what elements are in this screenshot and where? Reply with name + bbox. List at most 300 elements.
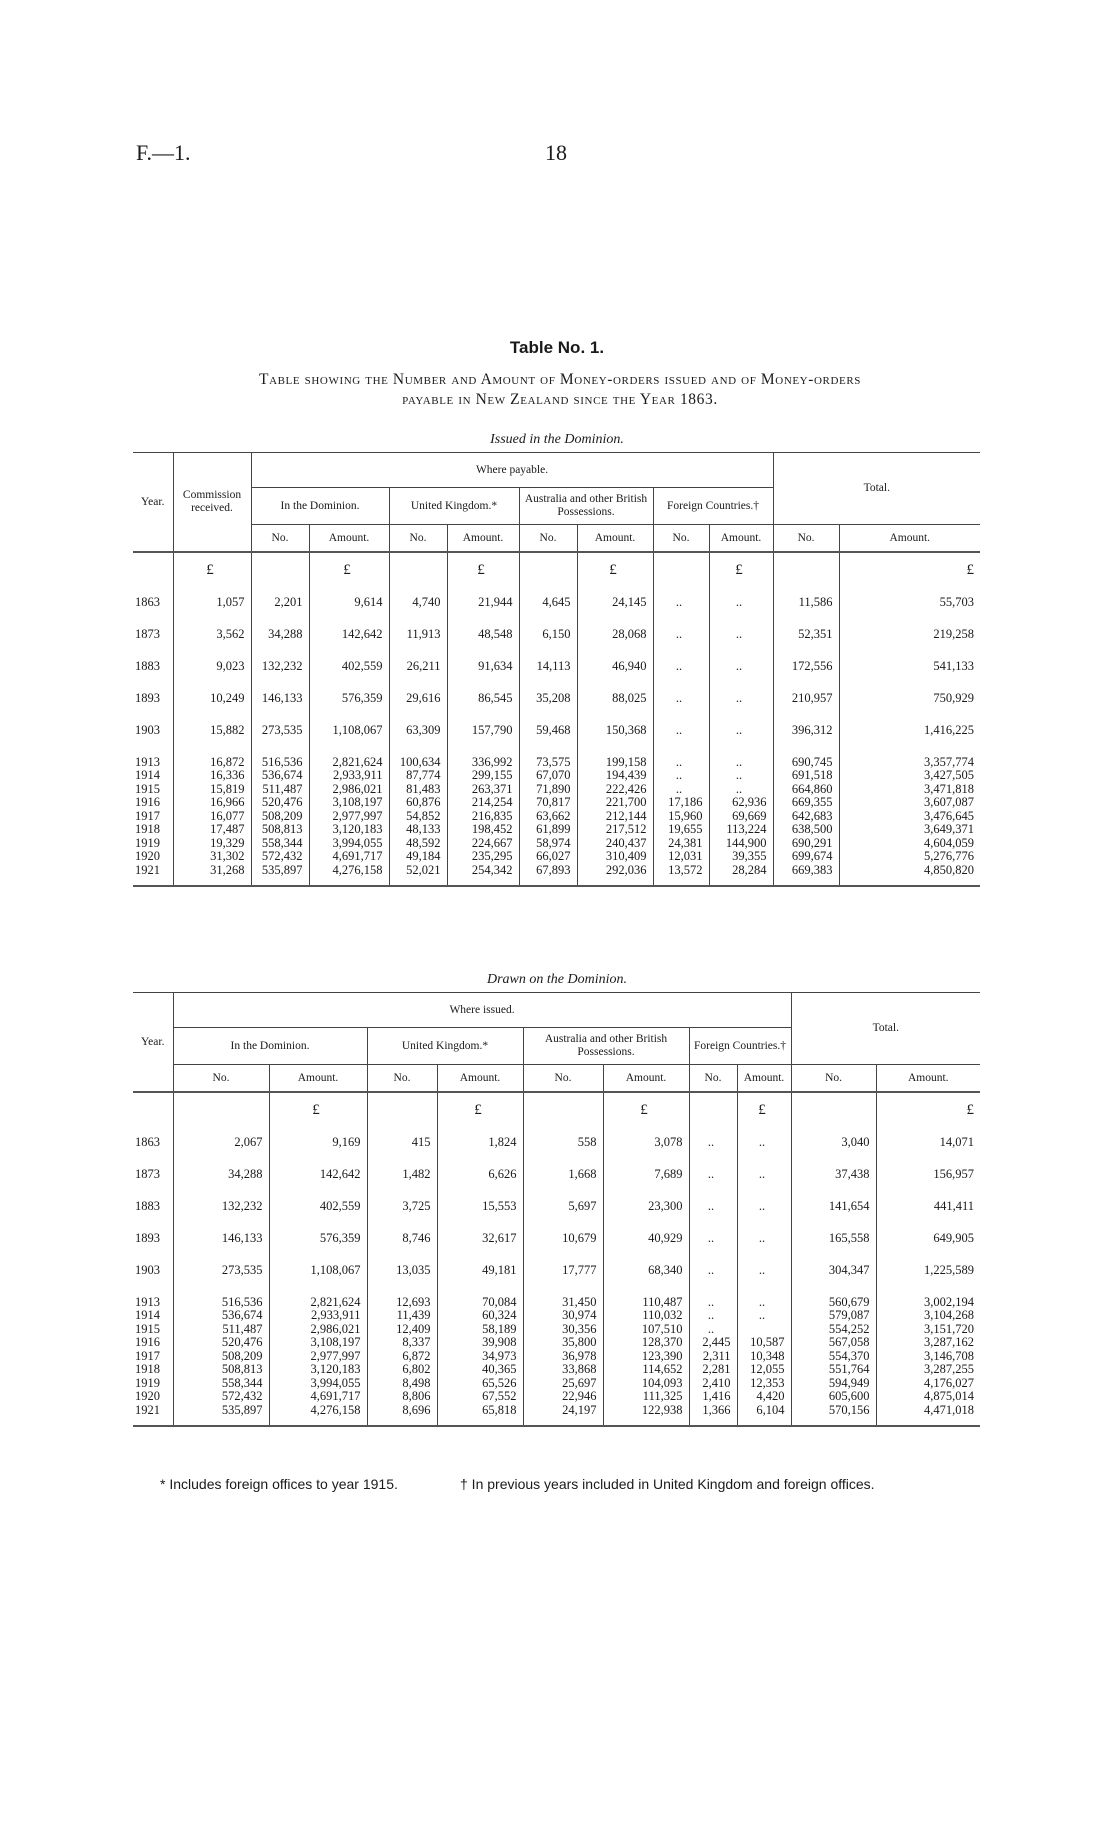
- issued-value-cell: 16,966: [173, 796, 251, 810]
- issued-value-cell: 52,351: [773, 609, 839, 641]
- issued-row: [133, 577, 980, 609]
- drawn-value-cell: 1,225,589: [924, 1262, 975, 1277]
- drawn-value-cell: 165,558: [791, 1213, 876, 1245]
- issued-value-cell: 2,821,624: [309, 737, 389, 769]
- pound-sign: £: [577, 552, 653, 577]
- issued-value-cell: 69,669: [709, 810, 773, 824]
- drawn-value-cell: 558,344: [173, 1377, 269, 1391]
- issued-value-cell: 100,634: [389, 737, 447, 769]
- issued-header-amount: Amount.: [709, 525, 773, 553]
- issued-row: [133, 850, 980, 864]
- drawn-value-cell: 25,697: [523, 1377, 603, 1391]
- drawn-value-cell: 572,432: [173, 1390, 269, 1404]
- issued-value-cell: 1,416,225: [924, 722, 975, 737]
- drawn-value-cell: 123,390: [603, 1350, 689, 1364]
- drawn-value-cell: 304,347: [791, 1245, 876, 1277]
- issued-value-cell: 3,120,183: [309, 823, 389, 837]
- issued-value-cell: 4,645: [519, 577, 577, 609]
- drawn-value-cell: 65,818: [437, 1404, 523, 1418]
- drawn-value-cell: ..: [689, 1323, 737, 1337]
- drawn-value-cell: 579,087: [791, 1309, 876, 1323]
- drawn-value-cell: ..: [737, 1149, 791, 1181]
- drawn-value-cell: 128,370: [603, 1336, 689, 1350]
- drawn-value-cell: 2,821,624: [269, 1277, 367, 1309]
- issued-value-cell: 150,368: [577, 705, 653, 737]
- drawn-value-cell: 441,411: [933, 1198, 975, 1213]
- table-title-line-2: payable in New Zealand since the Year 1863.: [402, 391, 718, 408]
- issued-value-cell: 222,426: [577, 783, 653, 797]
- issued-value-cell: 642,683: [773, 810, 839, 824]
- drawn-subtitle: Drawn on the Dominion.: [487, 972, 627, 987]
- drawn-value-cell: 30,974: [523, 1309, 603, 1323]
- drawn-value-cell: 535,897: [173, 1404, 269, 1418]
- drawn-row: [133, 1213, 980, 1245]
- issued-year-cell: 1921: [133, 864, 173, 878]
- issued-value-cell: 88,025: [577, 673, 653, 705]
- issued-value-cell: 67,893: [519, 864, 577, 878]
- drawn-header-group-dominion: In the Dominion.: [173, 1028, 367, 1065]
- drawn-value-cell: 511,487: [173, 1323, 269, 1337]
- issued-value-cell: 3,562: [173, 609, 251, 641]
- issued-subtitle: Issued in the Dominion.: [490, 432, 624, 447]
- issued-value-cell: 396,312: [773, 705, 839, 737]
- drawn-value-cell: 3,287,255: [924, 1362, 975, 1376]
- issued-value-cell: 11,913: [389, 609, 447, 641]
- drawn-value-cell: 4,691,717: [269, 1390, 367, 1404]
- issued-value-cell: 508,209: [251, 810, 309, 824]
- issued-row: [133, 609, 980, 641]
- drawn-value-cell: 34,288: [173, 1149, 269, 1181]
- drawn-value-cell: 1,668: [523, 1149, 603, 1181]
- issued-value-cell: 34,288: [251, 609, 309, 641]
- drawn-value-cell: 415: [367, 1117, 437, 1149]
- drawn-value-cell: 3,151,720: [924, 1321, 975, 1336]
- page-number: 18: [545, 140, 567, 165]
- issued-value-cell: 62,936: [709, 796, 773, 810]
- issued-value-cell: 24,381: [653, 837, 709, 851]
- drawn-row: [133, 1350, 980, 1364]
- issued-value-cell: 132,232: [251, 641, 309, 673]
- drawn-value-cell: 40,365: [437, 1363, 523, 1377]
- drawn-value-cell: 8,696: [367, 1404, 437, 1418]
- issued-row: [133, 810, 980, 824]
- drawn-value-cell: 4,176,027: [924, 1375, 975, 1390]
- issued-value-cell: 508,813: [251, 823, 309, 837]
- issued-year-cell: 1863: [133, 577, 173, 609]
- issued-value-cell: 3,471,818: [924, 781, 975, 796]
- issued-header-commission: Commission received.: [173, 453, 251, 553]
- issued-value-cell: 71,890: [519, 783, 577, 797]
- drawn-value-cell: 8,806: [367, 1390, 437, 1404]
- drawn-value-cell: ..: [689, 1117, 737, 1149]
- drawn-value-cell: 649,905: [933, 1230, 975, 1245]
- issued-value-cell: 157,790: [447, 705, 519, 737]
- issued-value-cell: 91,634: [447, 641, 519, 673]
- issued-value-cell: 54,852: [389, 810, 447, 824]
- drawn-value-cell: 2,445: [689, 1336, 737, 1350]
- issued-value-cell: 46,940: [577, 641, 653, 673]
- drawn-value-cell: 17,777: [523, 1245, 603, 1277]
- issued-value-cell: 263,371: [447, 783, 519, 797]
- issued-year-cell: 1918: [133, 823, 173, 837]
- issued-value-cell: 1,108,067: [309, 705, 389, 737]
- issued-year-cell: 1920: [133, 850, 173, 864]
- drawn-header-group-uk: United Kingdom.*: [367, 1028, 523, 1065]
- drawn-year-cell: 1921: [133, 1404, 173, 1418]
- drawn-value-cell: 13,035: [367, 1245, 437, 1277]
- issued-value-cell: 254,342: [447, 864, 519, 878]
- issued-value-cell: 39,355: [709, 850, 773, 864]
- issued-value-cell: 67,070: [519, 769, 577, 783]
- issued-value-cell: 70,817: [519, 796, 577, 810]
- drawn-value-cell: 10,679: [523, 1213, 603, 1245]
- drawn-value-cell: 2,311: [689, 1350, 737, 1364]
- issued-value-cell: 535,897: [251, 864, 309, 878]
- issued-value-cell: 60,876: [389, 796, 447, 810]
- pound-sign: £: [737, 1092, 791, 1117]
- issued-value-cell: 536,674: [251, 769, 309, 783]
- issued-value-cell: 12,031: [653, 850, 709, 864]
- table-title: [120, 370, 1000, 410]
- issued-value-cell: 699,674: [773, 850, 839, 864]
- issued-value-cell: 3,427,505: [924, 768, 975, 782]
- drawn-value-cell: ..: [737, 1277, 791, 1309]
- drawn-value-cell: 594,949: [791, 1377, 876, 1391]
- issued-value-cell: 16,336: [173, 769, 251, 783]
- pound-sign: £: [966, 1101, 975, 1118]
- issued-value-cell: ..: [709, 737, 773, 769]
- drawn-value-cell: 39,908: [437, 1336, 523, 1350]
- issued-value-cell: 3,357,774: [924, 754, 975, 769]
- issued-header-total: Total.: [773, 453, 980, 525]
- issued-value-cell: 35,208: [519, 673, 577, 705]
- drawn-value-cell: 5,697: [523, 1181, 603, 1213]
- drawn-value-cell: 24,197: [523, 1404, 603, 1418]
- issued-value-cell: 172,556: [773, 641, 839, 673]
- issued-value-cell: 28,068: [577, 609, 653, 641]
- issued-value-cell: 49,184: [389, 850, 447, 864]
- issued-value-cell: 19,655: [653, 823, 709, 837]
- pound-sign: £: [173, 552, 251, 577]
- footnote-dagger: † In previous years included in United Kingdom and foreign offices.: [460, 1476, 875, 1492]
- drawn-value-cell: 122,938: [603, 1404, 689, 1418]
- issued-value-cell: 336,992: [447, 737, 519, 769]
- issued-value-cell: 2,986,021: [309, 783, 389, 797]
- drawn-value-cell: 49,181: [437, 1245, 523, 1277]
- drawn-value-cell: 3,002,194: [924, 1294, 975, 1309]
- drawn-year-cell: 1916: [133, 1336, 173, 1350]
- drawn-value-cell: ..: [737, 1117, 791, 1149]
- drawn-value-cell: 508,209: [173, 1350, 269, 1364]
- drawn-value-cell: 520,476: [173, 1336, 269, 1350]
- issued-value-cell: 198,452: [447, 823, 519, 837]
- issued-header-group-uk: United Kingdom.*: [389, 488, 519, 525]
- drawn-value-cell: 8,498: [367, 1377, 437, 1391]
- drawn-table: [133, 992, 980, 1427]
- drawn-value-cell: 4,875,014: [924, 1389, 975, 1403]
- drawn-header-where-issued: Where issued.: [173, 993, 791, 1028]
- drawn-value-cell: 15,553: [437, 1181, 523, 1213]
- issued-value-cell: ..: [653, 769, 709, 783]
- issued-header-group-australia: Australia and other British Possessions.: [519, 488, 653, 525]
- drawn-row: [133, 1404, 980, 1418]
- drawn-value-cell: 2,410: [689, 1377, 737, 1391]
- drawn-value-cell: 508,813: [173, 1363, 269, 1377]
- drawn-value-cell: ..: [737, 1245, 791, 1277]
- issued-value-cell: 194,439: [577, 769, 653, 783]
- drawn-value-cell: 32,617: [437, 1213, 523, 1245]
- drawn-header-year: Year.: [133, 993, 173, 1093]
- issued-value-cell: 516,536: [251, 737, 309, 769]
- issued-value-cell: 66,027: [519, 850, 577, 864]
- document-reference: F.—1.: [136, 140, 191, 165]
- issued-value-cell: 4,691,717: [309, 850, 389, 864]
- issued-value-cell: 669,355: [773, 796, 839, 810]
- drawn-value-cell: 14,071: [939, 1134, 975, 1149]
- drawn-value-cell: 142,642: [269, 1149, 367, 1181]
- issued-value-cell: 4,276,158: [309, 864, 389, 878]
- issued-value-cell: 142,642: [309, 609, 389, 641]
- issued-value-cell: 63,662: [519, 810, 577, 824]
- drawn-value-cell: 70,084: [437, 1277, 523, 1309]
- issued-header-no: No.: [519, 525, 577, 553]
- issued-year-cell: 1913: [133, 737, 173, 769]
- drawn-year-cell: 1863: [133, 1117, 173, 1149]
- drawn-header-no: No.: [173, 1065, 269, 1093]
- issued-value-cell: 2,201: [251, 577, 309, 609]
- issued-value-cell: 73,575: [519, 737, 577, 769]
- issued-value-cell: 11,586: [773, 577, 839, 609]
- issued-value-cell: 16,077: [173, 810, 251, 824]
- drawn-value-cell: 30,356: [523, 1323, 603, 1337]
- issued-year-cell: 1903: [133, 705, 173, 737]
- drawn-value-cell: 8,746: [367, 1213, 437, 1245]
- issued-value-cell: 199,158: [577, 737, 653, 769]
- issued-value-cell: 4,604,059: [924, 835, 975, 850]
- drawn-value-cell: 6,802: [367, 1363, 437, 1377]
- drawn-row: [133, 1309, 980, 1323]
- drawn-value-cell: 65,526: [437, 1377, 523, 1391]
- issued-value-cell: 2,977,997: [309, 810, 389, 824]
- issued-row: [133, 673, 980, 705]
- drawn-table-body: [133, 1092, 980, 1426]
- drawn-value-cell: 40,929: [603, 1213, 689, 1245]
- drawn-value-cell: 3,725: [367, 1181, 437, 1213]
- issued-value-cell: 402,559: [309, 641, 389, 673]
- issued-value-cell: 55,703: [939, 594, 975, 609]
- issued-value-cell: 86,545: [447, 673, 519, 705]
- issued-row: [133, 864, 980, 878]
- drawn-year-cell: 1919: [133, 1377, 173, 1391]
- issued-value-cell: ..: [653, 577, 709, 609]
- issued-value-cell: 146,133: [251, 673, 309, 705]
- drawn-row: [133, 1363, 980, 1377]
- issued-value-cell: 691,518: [773, 769, 839, 783]
- drawn-value-cell: 10,348: [737, 1350, 791, 1364]
- issued-table-body: [133, 552, 980, 886]
- issued-value-cell: 4,740: [389, 577, 447, 609]
- issued-value-cell: 31,268: [173, 864, 251, 878]
- drawn-value-cell: 402,559: [269, 1181, 367, 1213]
- issued-value-cell: 1,057: [173, 577, 251, 609]
- issued-header-group-foreign: Foreign Countries.†: [653, 488, 773, 525]
- issued-value-cell: 48,548: [447, 609, 519, 641]
- drawn-header-no: No.: [523, 1065, 603, 1093]
- drawn-value-cell: 2,933,911: [269, 1309, 367, 1323]
- drawn-value-cell: 110,032: [603, 1309, 689, 1323]
- issued-value-cell: 144,900: [709, 837, 773, 851]
- issued-value-cell: ..: [709, 577, 773, 609]
- drawn-value-cell: 1,416: [689, 1390, 737, 1404]
- issued-value-cell: ..: [653, 673, 709, 705]
- drawn-value-cell: 554,370: [791, 1350, 876, 1364]
- drawn-value-cell: 36,978: [523, 1350, 603, 1364]
- drawn-value-cell: 3,994,055: [269, 1377, 367, 1391]
- issued-value-cell: ..: [709, 609, 773, 641]
- drawn-value-cell: 146,133: [173, 1213, 269, 1245]
- issued-value-cell: 6,150: [519, 609, 577, 641]
- issued-value-cell: 240,437: [577, 837, 653, 851]
- drawn-value-cell: 6,626: [437, 1149, 523, 1181]
- issued-value-cell: 9,614: [309, 577, 389, 609]
- issued-value-cell: 24,145: [577, 577, 653, 609]
- drawn-value-cell: 567,058: [791, 1336, 876, 1350]
- drawn-value-cell: 12,693: [367, 1277, 437, 1309]
- drawn-row: [133, 1149, 980, 1181]
- drawn-header-amount: Amount.: [269, 1065, 367, 1093]
- drawn-value-cell: 536,674: [173, 1309, 269, 1323]
- drawn-value-cell: 35,800: [523, 1336, 603, 1350]
- issued-value-cell: 113,224: [709, 823, 773, 837]
- drawn-value-cell: 605,600: [791, 1390, 876, 1404]
- issued-value-cell: 61,899: [519, 823, 577, 837]
- issued-value-cell: 221,700: [577, 796, 653, 810]
- issued-value-cell: 520,476: [251, 796, 309, 810]
- drawn-year-cell: 1873: [133, 1149, 173, 1181]
- issued-row: [133, 783, 980, 797]
- issued-value-cell: 29,616: [389, 673, 447, 705]
- issued-header-amount: Amount.: [447, 525, 519, 553]
- drawn-value-cell: 2,977,997: [269, 1350, 367, 1364]
- drawn-value-cell: 1,482: [367, 1149, 437, 1181]
- pound-sign: £: [269, 1092, 367, 1117]
- issued-value-cell: 31,302: [173, 850, 251, 864]
- drawn-header-group-australia: Australia and other British Possessions.: [523, 1028, 689, 1065]
- drawn-value-cell: 558: [523, 1117, 603, 1149]
- issued-value-cell: 690,745: [773, 737, 839, 769]
- drawn-value-cell: 23,300: [603, 1181, 689, 1213]
- issued-value-cell: 212,144: [577, 810, 653, 824]
- drawn-value-cell: 273,535: [173, 1245, 269, 1277]
- drawn-row: [133, 1336, 980, 1350]
- issued-row: [133, 796, 980, 810]
- drawn-value-cell: 31,450: [523, 1277, 603, 1309]
- drawn-value-cell: 156,957: [933, 1166, 975, 1181]
- drawn-value-cell: 22,946: [523, 1390, 603, 1404]
- issued-year-cell: 1916: [133, 796, 173, 810]
- issued-value-cell: 59,468: [519, 705, 577, 737]
- drawn-value-cell: 3,108,197: [269, 1336, 367, 1350]
- drawn-value-cell: 33,868: [523, 1363, 603, 1377]
- drawn-value-cell: 60,324: [437, 1309, 523, 1323]
- issued-header-year: Year.: [133, 453, 173, 553]
- drawn-value-cell: 107,510: [603, 1323, 689, 1337]
- issued-value-cell: 13,572: [653, 864, 709, 878]
- issued-header-group-dominion: In the Dominion.: [251, 488, 389, 525]
- issued-value-cell: ..: [709, 641, 773, 673]
- issued-value-cell: 17,487: [173, 823, 251, 837]
- drawn-value-cell: 6,872: [367, 1350, 437, 1364]
- issued-value-cell: 15,819: [173, 783, 251, 797]
- drawn-value-cell: 12,353: [737, 1377, 791, 1391]
- issued-value-cell: ..: [709, 673, 773, 705]
- drawn-value-cell: [737, 1323, 791, 1337]
- drawn-value-cell: 34,973: [437, 1350, 523, 1364]
- pound-sign: £: [437, 1092, 523, 1117]
- drawn-value-cell: ..: [689, 1309, 737, 1323]
- drawn-year-cell: 1913: [133, 1277, 173, 1309]
- drawn-value-cell: 7,689: [603, 1149, 689, 1181]
- issued-value-cell: ..: [653, 705, 709, 737]
- issued-value-cell: ..: [653, 609, 709, 641]
- drawn-value-cell: 1,824: [437, 1117, 523, 1149]
- issued-value-cell: 669,383: [773, 864, 839, 878]
- table-title-line-1: Table showing the Number and Amount of Money-orders issued and of Money-orders: [259, 371, 861, 388]
- drawn-value-cell: 516,536: [173, 1277, 269, 1309]
- issued-header-no: No.: [251, 525, 309, 553]
- drawn-value-cell: 110,487: [603, 1277, 689, 1309]
- drawn-value-cell: 6,104: [737, 1404, 791, 1418]
- pound-sign: £: [309, 552, 389, 577]
- drawn-row: [133, 1245, 980, 1277]
- drawn-value-cell: 1,108,067: [269, 1245, 367, 1277]
- drawn-value-cell: 3,287,162: [924, 1335, 975, 1349]
- issued-value-cell: 21,944: [447, 577, 519, 609]
- issued-year-cell: 1917: [133, 810, 173, 824]
- issued-value-cell: 10,249: [173, 673, 251, 705]
- drawn-value-cell: ..: [689, 1181, 737, 1213]
- issued-value-cell: 19,329: [173, 837, 251, 851]
- drawn-year-cell: 1920: [133, 1390, 173, 1404]
- issued-value-cell: 292,036: [577, 864, 653, 878]
- drawn-value-cell: ..: [737, 1213, 791, 1245]
- drawn-value-cell: 68,340: [603, 1245, 689, 1277]
- drawn-value-cell: 8,337: [367, 1336, 437, 1350]
- drawn-value-cell: 132,232: [173, 1181, 269, 1213]
- issued-value-cell: 16,872: [173, 737, 251, 769]
- pound-sign: £: [709, 552, 773, 577]
- drawn-value-cell: ..: [689, 1245, 737, 1277]
- issued-value-cell: 217,512: [577, 823, 653, 837]
- issued-value-cell: 58,974: [519, 837, 577, 851]
- drawn-header-amount: Amount.: [603, 1065, 689, 1093]
- issued-value-cell: ..: [709, 783, 773, 797]
- drawn-row: [133, 1117, 980, 1149]
- drawn-header-group-foreign: Foreign Countries.†: [689, 1028, 791, 1065]
- drawn-value-cell: 554,252: [791, 1323, 876, 1337]
- drawn-value-cell: 2,067: [173, 1117, 269, 1149]
- drawn-end-rule: [133, 1417, 980, 1426]
- issued-year-cell: 1915: [133, 783, 173, 797]
- drawn-row: [133, 1377, 980, 1391]
- drawn-value-cell: 3,040: [791, 1117, 876, 1149]
- issued-value-cell: 26,211: [389, 641, 447, 673]
- drawn-value-cell: 576,359: [269, 1213, 367, 1245]
- issued-value-cell: 5,276,776: [924, 849, 975, 863]
- issued-value-cell: 310,409: [577, 850, 653, 864]
- issued-header-no: No.: [389, 525, 447, 553]
- issued-row: [133, 823, 980, 837]
